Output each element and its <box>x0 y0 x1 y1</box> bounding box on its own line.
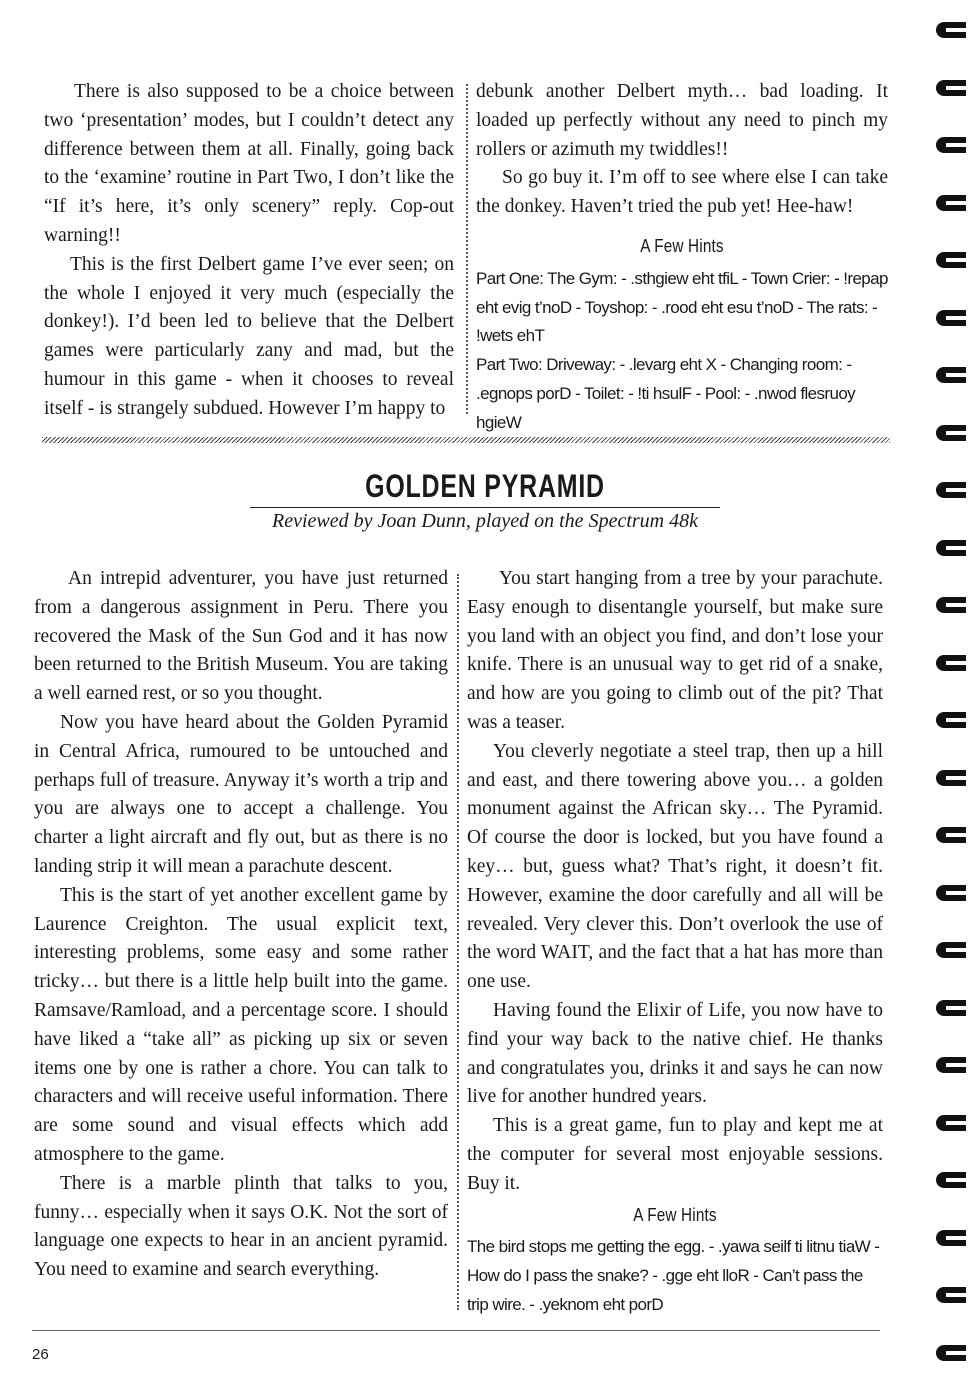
paragraph: There is a marble plinth that talks to you, funny… especially when it says O.K. Not the sort of language one expects to hear in an ancient pyramid. You need to examine and search everything. <box>34 1172 448 1281</box>
hints-text: The bird stops me getting the egg. - .yawa seilf ti litnu tiaW - How do I pass the snake? - .gge eht lloR - Can’t pass the trip wire. - .yeknom eht porD <box>467 1237 880 1314</box>
paragraph: You cleverly negotiate a steel trap, then up a hill and east, and there towering above you… a golden monument against the African sky… The Pyramid. Of course the door is locked, but you have found a key… but, guess what? That’s right, it doesn’t fit. However, examine the door carefully and all will be revealed. Very clever this. Don’t overlook the use of the word WAIT, and the fact that a hat has more than one use. <box>467 740 883 993</box>
paragraph: debunk another Delbert myth… bad loading. It loaded up perfectly without any need to pinch my rollers or azimuth my twiddles!! <box>476 81 888 160</box>
binding-ring <box>936 1115 966 1131</box>
article-byline: Reviewed by Joan Dunn, played on the Spectrum 48k <box>272 510 698 532</box>
binding-ring <box>936 885 966 901</box>
article-title: GOLDEN PYRAMID <box>365 468 605 504</box>
binding-ring <box>936 252 966 268</box>
binding-ring <box>936 1000 966 1016</box>
binding-ring <box>936 1287 966 1303</box>
hints-text: Part Two: Driveway: - .levarg eht X - Changing room: - .egnops porD - Toilet: - !ti hsulF - Pool: - .nwod flesruoy hgieW <box>476 355 856 432</box>
bottom-left-column <box>34 565 448 1285</box>
spiral-binding <box>930 0 970 1375</box>
paragraph: There is also supposed to be a choice between two ‘presentation’ modes, but I couldn’t detect any difference between them at all. Finally, going back to the ‘examine’ routine in Part Two, I don’t like the “If it’s here, it’s only scenery” reply. Cop-out warning!! <box>44 81 454 246</box>
hints-text: Part One: The Gym: - .sthgiew eht tfiL - Town Crier: - !repap eht evig t’noD - Toyshop: - .rood eht esu t’noD - The rats: - !wets ehT <box>476 268 888 346</box>
page-number: 26 <box>32 1346 49 1363</box>
section-separator <box>42 437 890 443</box>
binding-ring <box>936 655 966 671</box>
top-right-column <box>476 78 888 438</box>
paragraph: Now you have heard about the Golden Pyramid in Central Africa, rumoured to be untouched and perhaps full of treasure. Anyway it’s worth a trip and you are always one to accept a challenge. You charter a light aircraft and fly out, but as there is no landing strip it will mean a parachute descent. <box>34 711 448 877</box>
hints-heading: A Few Hints <box>633 1204 717 1225</box>
binding-ring <box>936 770 966 786</box>
paragraph: This is the first Delbert game I’ve ever seen; on the whole I enjoyed it very much (especially the donkey!). I’d been led to believe that the Delbert games were particularly zany and mad, but the humour in this game - when it chooses to reveal itself - is strangely subdued. However I’m happy to <box>44 253 454 419</box>
paragraph: This is the start of yet another excellent game by Laurence Creighton. The usual explicit text, interesting problems, some easy and some rather tricky… but there is a little help built into the game. Ramsave/Ramload, and a percentage score. I should have liked a “take all” as picking up six or seven items one by one is rather a chore. You can talk to characters and will receive useful information. There are some sound and visual effects which add atmosphere to the game. <box>34 884 448 1165</box>
binding-ring <box>936 597 966 613</box>
column-divider <box>466 84 468 414</box>
paragraph: You start hanging from a tree by your parachute. Easy enough to disentangle yourself, but make sure you land with an object you find, and don’t lose your knife. There is an unusual way to get rid of a snake, and how are you going to climb out of the pit? That was a teaser. <box>467 568 883 733</box>
bottom-right-column <box>467 565 883 1320</box>
paragraph: So go buy it. I’m off to see where else I can take the donkey. Haven’t tried the pub yet! Hee-haw! <box>476 167 888 218</box>
binding-ring <box>936 827 966 843</box>
hints-heading: A Few Hints <box>640 235 724 256</box>
binding-ring <box>936 137 966 153</box>
binding-ring <box>936 1057 966 1073</box>
paragraph: An intrepid adventurer, you have just returned from a dangerous assignment in Peru. There you recovered the Mask of the Sun God and it has now been returned to the British Museum. You are taking a well earned rest, or so you thought. <box>34 568 448 705</box>
binding-ring <box>936 942 966 958</box>
binding-ring <box>936 367 966 383</box>
binding-ring <box>936 1172 966 1188</box>
column-divider <box>457 574 459 1310</box>
binding-ring <box>936 482 966 498</box>
binding-ring <box>936 80 966 96</box>
title-underline <box>250 507 720 508</box>
binding-ring <box>936 22 966 38</box>
binding-ring <box>936 195 966 211</box>
binding-ring <box>936 310 966 326</box>
binding-ring <box>936 712 966 728</box>
footer-rule <box>32 1330 880 1331</box>
binding-ring <box>936 1230 966 1246</box>
binding-ring <box>936 1345 966 1361</box>
binding-ring <box>936 425 966 441</box>
binding-ring <box>936 540 966 556</box>
top-left-column <box>44 78 454 424</box>
paragraph: This is a great game, fun to play and kept me at the computer for several most enjoyable sessions. Buy it. <box>467 1115 883 1194</box>
paragraph: Having found the Elixir of Life, you now have to find your way back to the native chief. He thanks and congratulates you, drinks it and says he can now live for another hundred years. <box>467 999 883 1108</box>
